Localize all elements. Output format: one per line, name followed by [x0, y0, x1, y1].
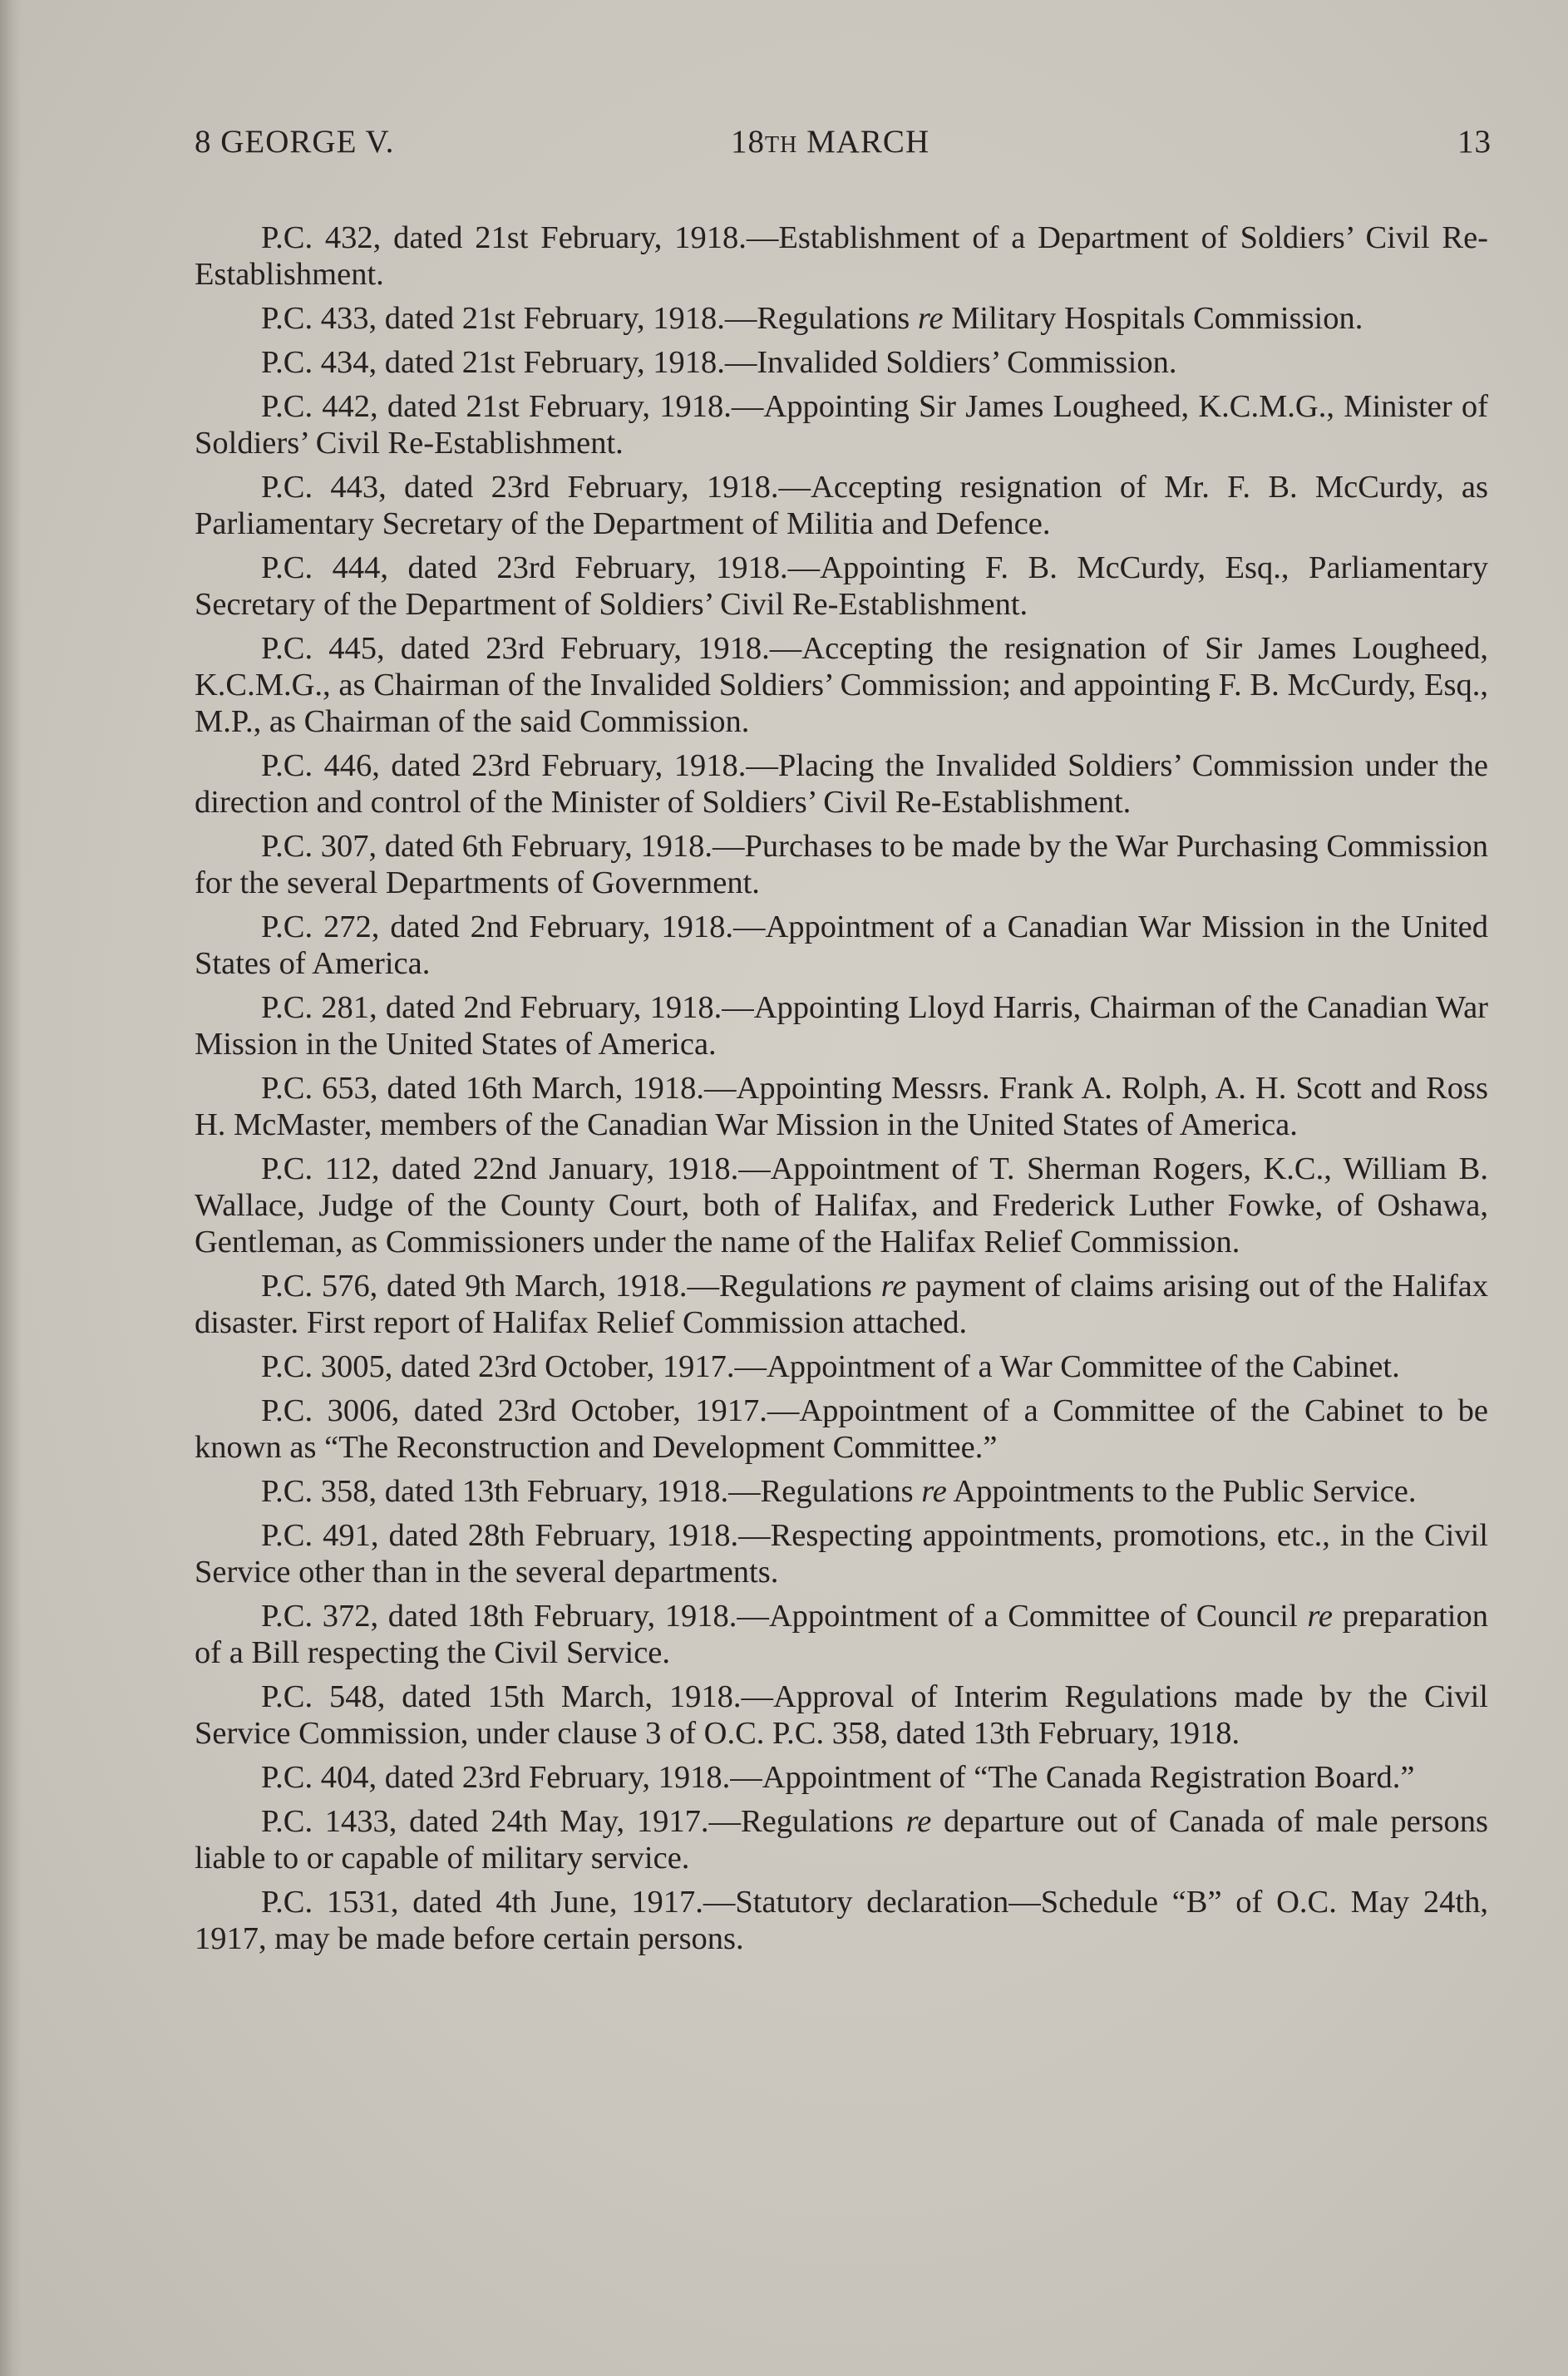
header-date-month: MARCH: [806, 124, 930, 160]
entry-pc-653: P.C. 653, dated 16th March, 1918.—Appointing Messrs. Frank A. Rolph, A. H. Scott and Ross H. McMaster, members of the Canadian War Mission in the United States of America.: [195, 1071, 1488, 1142]
running-header: [195, 123, 1492, 165]
entry-pc-372: P.C. 372, dated 18th February, 1918.—Appointment of a Committee of Council re preparation of a Bill respecting the Civil Service.: [195, 1599, 1488, 1670]
entry-pc-444: P.C. 444, dated 23rd February, 1918.—Appointing F. B. McCurdy, Esq., Parliamentary Secretary of the Department of Soldiers’ Civil Re-Establishment.: [195, 550, 1488, 622]
entry-pc-307: P.C. 307, dated 6th February, 1918.—Purchases to be made by the War Purchasing Commission for the several Departments of Government.: [195, 829, 1488, 900]
entry-pc-433: P.C. 433, dated 21st February, 1918.—Regulations re Military Hospitals Commission.: [261, 301, 1363, 336]
entry-pc-443: P.C. 443, dated 23rd February, 1918.—Accepting resignation of Mr. F. B. McCurdy, as Parliamentary Secretary of the Department of Militia and Defence.: [195, 470, 1488, 541]
order-in-council-list: [195, 219, 1488, 1964]
header-regnal-year: 8 GEORGE V.: [195, 124, 395, 160]
entry-pc-1531: P.C. 1531, dated 4th June, 1917.—Statutory declaration—Schedule “B” of O.C. May 24th, 1917, may be made before certain persons.: [195, 1885, 1488, 1956]
entry-pc-404: P.C. 404, dated 23rd February, 1918.—Appointment of “The Canada Registration Board.”: [261, 1760, 1415, 1795]
entry-pc-3006: P.C. 3006, dated 23rd October, 1917.—Appointment of a Committee of the Cabinet to be known as “The Reconstruction and Development Committee.”: [195, 1393, 1488, 1465]
entry-pc-3005: P.C. 3005, dated 23rd October, 1917.—Appointment of a War Committee of the Cabinet.: [261, 1349, 1400, 1384]
page-binding-edge: [0, 0, 22, 2376]
entry-pc-576: P.C. 576, dated 9th March, 1918.—Regulations re payment of claims arising out of the Halifax disaster. First report of Halifax Relief Commission attached.: [195, 1269, 1488, 1340]
entry-pc-281: P.C. 281, dated 2nd February, 1918.—Appointing Lloyd Harris, Chairman of the Canadian War Mission in the United States of America.: [195, 990, 1488, 1062]
entry-pc-112: P.C. 112, dated 22nd January, 1918.—Appointment of T. Sherman Rogers, K.C., William B. Wallace, Judge of the County Court, both of Halifax, and Frederick Luther Fowke, of Oshawa, Gentleman, as Commissioners under the name of the Halifax Relief Commission.: [195, 1151, 1488, 1259]
header-date: [731, 123, 929, 160]
entry-pc-434: P.C. 434, dated 21st February, 1918.—Invalided Soldiers’ Commission.: [261, 345, 1177, 380]
header-date-day: 18: [731, 124, 765, 160]
entry-pc-442: P.C. 442, dated 21st February, 1918.—Appointing Sir James Lougheed, K.C.M.G., Minister of Soldiers’ Civil Re-Establishment.: [195, 389, 1488, 461]
page-number: 13: [1457, 124, 1492, 160]
entry-pc-272: P.C. 272, dated 2nd February, 1918.—Appointment of a Canadian War Mission in the United States of America.: [195, 909, 1488, 981]
entry-pc-445: P.C. 445, dated 23rd February, 1918.—Accepting the resignation of Sir James Lougheed, K.C.M.G., as Chairman of the Invalided Soldiers’ Commission; and appointing F. B. McCurdy, Esq., M.P., as Chairman of the said Commission.: [195, 631, 1488, 739]
entry-pc-548: P.C. 548, dated 15th March, 1918.—Approval of Interim Regulations made by the Civil Service Commission, under clause 3 of O.C. P.C. 358, dated 13th February, 1918.: [195, 1679, 1488, 1751]
entry-pc-358: P.C. 358, dated 13th February, 1918.—Regulations re Appointments to the Public Service.: [261, 1474, 1417, 1509]
entry-pc-446: P.C. 446, dated 23rd February, 1918.—Placing the Invalided Soldiers’ Commission under the direction and control of the Minister of Soldiers’ Civil Re-Establishment.: [195, 748, 1488, 820]
entry-pc-1433: P.C. 1433, dated 24th May, 1917.—Regulations re departure out of Canada of male persons liable to or capable of military service.: [195, 1804, 1488, 1876]
entry-pc-491: P.C. 491, dated 28th February, 1918.—Respecting appointments, promotions, etc., in the Civil Service other than in the several departments.: [195, 1518, 1488, 1590]
entry-pc-432: P.C. 432, dated 21st February, 1918.—Establishment of a Department of Soldiers’ Civil Re-Establishment.: [195, 220, 1488, 292]
header-date-suffix: TH: [765, 132, 798, 158]
